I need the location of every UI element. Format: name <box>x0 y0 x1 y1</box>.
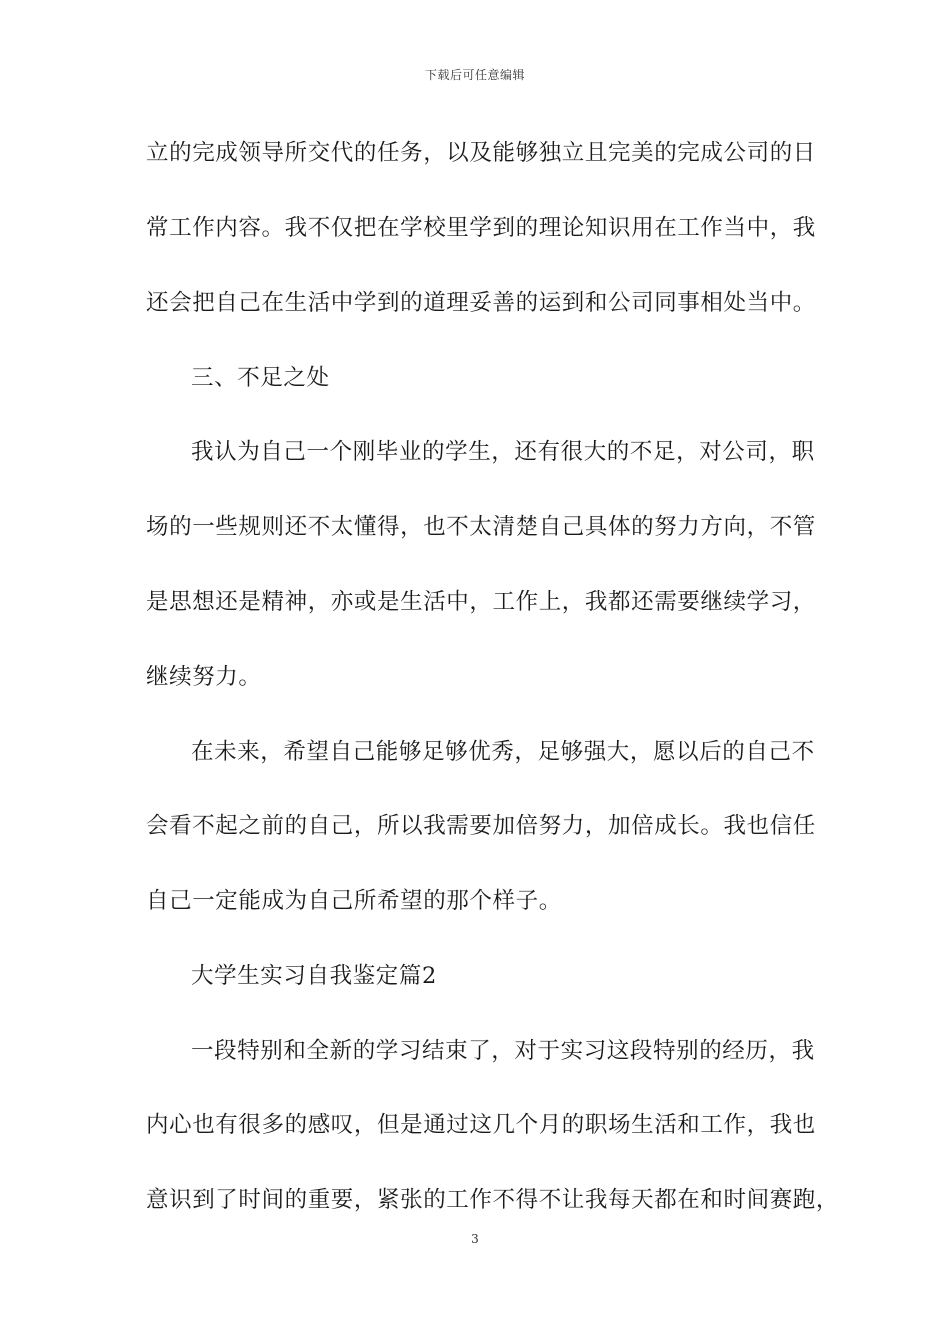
body-line: 会看不起之前的自己，所以我需要加倍努力，加倍成长。我也信任 <box>146 813 816 839</box>
section-heading: 三、不足之处 <box>191 365 330 391</box>
body-line: 内心也有很多的感叹，但是通过这几个月的职场生活和工作，我也 <box>146 1112 816 1138</box>
body-line: 场的一些规则还不太懂得，也不太清楚自己具体的努力方向，不管 <box>146 514 816 540</box>
body-line: 自己一定能成为自己所希望的那个样子。 <box>146 888 562 914</box>
body-line: 继续努力。 <box>146 664 262 690</box>
page-number: 3 <box>471 1232 479 1246</box>
page-header: 下载后可任意编辑 <box>424 68 525 82</box>
body-line: 一段特别和全新的学习结束了，对于实习这段特别的经历，我 <box>191 1038 815 1064</box>
body-line: 意识到了时间的重要，紧张的工作不得不让我每天都在和时间赛跑， <box>146 1187 840 1213</box>
body-line: 是思想还是精神，亦或是生活中，工作上，我都还需要继续学习， <box>146 589 816 615</box>
body-line: 常工作内容。我不仅把在学校里学到的理论知识用在工作当中，我 <box>146 215 816 241</box>
section-heading: 大学生实习自我鉴定篇2 <box>191 963 437 989</box>
body-line: 在未来，希望自己能够足够优秀，足够强大，愿以后的自己不 <box>191 739 815 765</box>
body-line: 还会把自己在生活中学到的道理妥善的运到和公司同事相处当中。 <box>146 290 816 316</box>
body-line: 立的完成领导所交代的任务，以及能够独立且完美的完成公司的日 <box>146 140 816 166</box>
body-line: 我认为自己一个刚毕业的学生，还有很大的不足，对公司，职 <box>191 439 815 465</box>
